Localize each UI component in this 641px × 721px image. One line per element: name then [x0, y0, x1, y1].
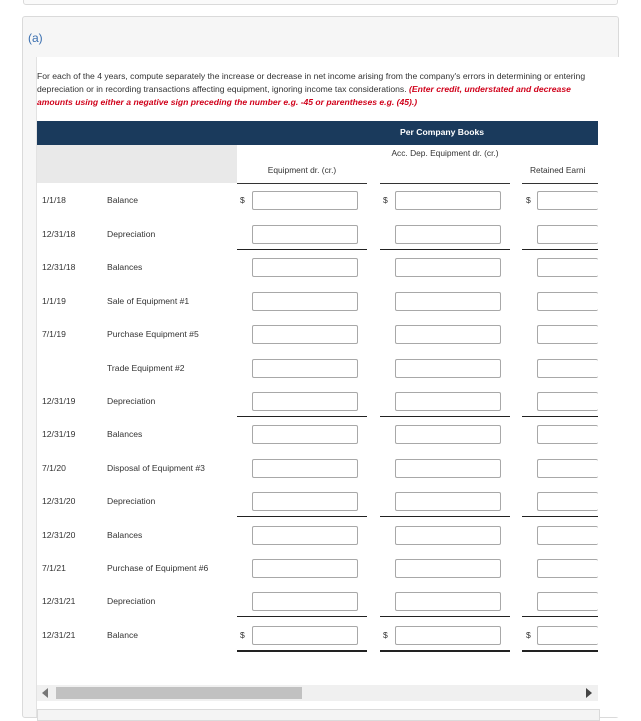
total-rule [522, 516, 598, 517]
dollar-sign: $ [526, 630, 531, 640]
dollar-sign: $ [240, 195, 245, 205]
row-description: Sale of Equipment #1 [107, 296, 190, 306]
amount-input[interactable] [537, 191, 598, 210]
row-description: Disposal of Equipment #3 [107, 463, 205, 473]
instructions-text: For each of the 4 years, compute separately the increase or decrease in net income arising from the company's errors in determining or entering depreciation or in recording transactions affecting equipment, ignoring income tax considerations. [37, 71, 586, 94]
amount-input[interactable] [395, 592, 501, 611]
row-description: Depreciation [107, 229, 156, 239]
horizontal-scrollbar[interactable] [37, 685, 598, 701]
amount-input[interactable] [395, 492, 501, 511]
instructions [37, 70, 601, 109]
total-rule [237, 249, 367, 250]
amount-input[interactable] [395, 225, 501, 244]
total-rule [380, 650, 510, 652]
total-rule [522, 416, 598, 417]
row-date: 12/31/19 [42, 429, 76, 439]
amount-input[interactable] [537, 325, 598, 344]
instructions-note: (Enter credit, understated and decrease amounts using either a negative sign preceding the number e.g. -45 or parentheses e.g. (45).) [37, 84, 571, 107]
amount-input[interactable] [395, 459, 501, 478]
amount-input[interactable] [537, 559, 598, 578]
row-date: 12/31/21 [42, 596, 76, 606]
amount-input[interactable] [395, 191, 501, 210]
row-date: 7/1/19 [42, 329, 66, 339]
total-rule [237, 416, 367, 417]
dollar-sign: $ [383, 195, 388, 205]
row-date: 12/31/18 [42, 229, 76, 239]
total-rule [522, 650, 598, 652]
amount-input[interactable] [252, 225, 358, 244]
row-description: Depreciation [107, 396, 156, 406]
amount-input[interactable] [537, 492, 598, 511]
total-rule [237, 650, 367, 652]
row-description: Balances [107, 429, 143, 439]
amount-input[interactable] [395, 392, 501, 411]
amount-input[interactable] [252, 258, 358, 277]
total-rule [237, 616, 367, 617]
row-date: 7/1/21 [42, 563, 66, 573]
amount-input[interactable] [252, 425, 358, 444]
total-rule [380, 616, 510, 617]
question-part-card [22, 16, 619, 718]
amount-input[interactable] [252, 626, 358, 645]
amount-input[interactable] [537, 392, 598, 411]
dollar-sign: $ [383, 630, 388, 640]
amount-input[interactable] [252, 492, 358, 511]
amount-input[interactable] [537, 592, 598, 611]
row-description: Balance [107, 630, 139, 640]
amount-input[interactable] [252, 592, 358, 611]
row-description: Balances [107, 530, 143, 540]
row-date: 7/1/20 [42, 463, 66, 473]
amount-input[interactable] [395, 559, 501, 578]
amount-input[interactable] [395, 258, 501, 277]
column-header-acc-dep: Acc. Dep. Equipment dr. (cr.) [391, 148, 499, 158]
row-date: 1/1/19 [42, 296, 66, 306]
amount-input[interactable] [537, 526, 598, 545]
total-rule [380, 416, 510, 417]
row-description: Trade Equipment #2 [107, 363, 185, 373]
dollar-sign: $ [240, 630, 245, 640]
column-header-retained-earnings: Retained Earni [530, 165, 586, 175]
column-header-equipment: Equipment dr. (cr.) [267, 165, 337, 175]
amount-input[interactable] [252, 559, 358, 578]
amount-input[interactable] [252, 325, 358, 344]
amount-input[interactable] [395, 359, 501, 378]
total-rule [522, 616, 598, 617]
amount-input[interactable] [395, 425, 501, 444]
row-description: Purchase Equipment #5 [107, 329, 199, 339]
amount-input[interactable] [252, 191, 358, 210]
amount-input[interactable] [395, 292, 501, 311]
amount-input[interactable] [395, 325, 501, 344]
amount-input[interactable] [537, 425, 598, 444]
amount-input[interactable] [395, 626, 501, 645]
row-date: 12/31/20 [42, 496, 76, 506]
question-panel [36, 57, 619, 717]
part-label: (a) [28, 31, 43, 45]
header-rule-3 [522, 183, 598, 184]
row-description: Balance [107, 195, 139, 205]
total-rule [380, 516, 510, 517]
header-rule-2 [380, 183, 510, 184]
total-rule [522, 249, 598, 250]
amount-input[interactable] [537, 359, 598, 378]
group-header-title: Per Company Books [400, 127, 485, 137]
amount-input[interactable] [252, 392, 358, 411]
amount-input[interactable] [252, 459, 358, 478]
amount-input[interactable] [537, 292, 598, 311]
row-date: 12/31/21 [42, 630, 76, 640]
amount-input[interactable] [252, 526, 358, 545]
row-date: 12/31/18 [42, 262, 76, 272]
scrollbar-thumb[interactable] [56, 687, 302, 699]
total-rule [380, 249, 510, 250]
row-description: Balances [107, 262, 143, 272]
amount-input[interactable] [537, 258, 598, 277]
row-date: 12/31/19 [42, 396, 76, 406]
amount-input[interactable] [537, 225, 598, 244]
table-group-header [37, 121, 598, 145]
row-description: Purchase of Equipment #6 [107, 563, 209, 573]
amount-input[interactable] [252, 359, 358, 378]
row-description: Depreciation [107, 596, 156, 606]
dollar-sign: $ [526, 195, 531, 205]
row-date: 1/1/18 [42, 195, 66, 205]
total-rule [237, 516, 367, 517]
amount-input[interactable] [537, 626, 598, 645]
previous-question-box [23, 0, 618, 5]
amount-input[interactable] [537, 459, 598, 478]
table-column-header [37, 145, 598, 183]
header-rule-1 [237, 183, 367, 184]
amount-input[interactable] [395, 526, 501, 545]
amount-input[interactable] [252, 292, 358, 311]
row-description: Depreciation [107, 496, 156, 506]
row-date: 12/31/20 [42, 530, 76, 540]
next-section-box [37, 709, 600, 721]
